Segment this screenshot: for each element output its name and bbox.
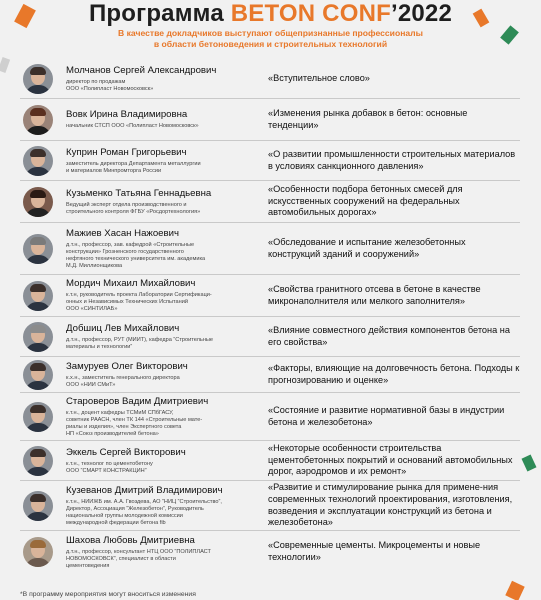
speaker-topic: «Состояние и развитие нормативной базы в индустрии бетона и железобетона» <box>268 404 505 427</box>
speaker-row <box>20 441 520 481</box>
speaker-role: к.т.н., доцент кафедры ТСМиМ СПбГАСУ, советник РААСН, член ТК 144 «Строительные мате- риалы и изделия», член Экспертного совета НП «Союз производителей бетона» <box>66 409 203 437</box>
speaker-role: к.х.н., заместитель генерального директора ООО «НИИ СМиТ» <box>66 374 180 388</box>
speaker-role: д.т.н., профессор, РУТ (МИИТ), кафедра “Строительные материалы и технологии” <box>66 336 214 350</box>
decor-shape-orange <box>505 581 524 600</box>
speaker-row <box>20 99 520 141</box>
speaker-info <box>66 228 268 270</box>
speaker-row <box>20 481 520 531</box>
speaker-avatar <box>23 146 53 176</box>
speaker-name: Куприн Роман Григорьевич <box>66 146 187 158</box>
speaker-avatar <box>23 322 53 352</box>
speaker-topic: «Изменения рынка добавок в бетон: основные тенденции» <box>268 107 468 130</box>
speaker-row <box>20 275 520 317</box>
footnote: *В программу мероприятия могут вноситься изменения <box>20 591 196 598</box>
speaker-avatar <box>23 360 53 390</box>
speaker-name: Вовк Ирина Владимировна <box>66 109 188 120</box>
speaker-role: директор по продажам ООО «Полипласт Новомосковск» <box>66 78 154 92</box>
speaker-avatar <box>23 491 53 521</box>
speaker-role: к.т.н, руководитель проекта Лаборатории Сертификаци- онных и Независимых Технических Испытаний ООО «СИНТИЛАБ» <box>66 292 212 312</box>
speaker-row <box>20 141 520 181</box>
speaker-role: заместитель директора Департамента металлургии и материалов Минпромторга России <box>66 160 201 174</box>
speaker-avatar <box>23 105 53 135</box>
page-header <box>0 0 541 50</box>
subtitle-line: В качестве докладчиков выступают общепризнанные профессионалы <box>118 28 423 38</box>
speaker-avatar <box>23 187 53 217</box>
speaker-row <box>20 181 520 223</box>
subtitle-line: в области бетоноведения и строительных технологий <box>153 39 388 49</box>
speaker-avatar <box>23 234 53 264</box>
speaker-topic: «Вступительное слово» <box>268 72 370 83</box>
speaker-role: д.т.н., профессор, консультант НТЦ ООО “ПОЛИПЛАСТ НОВОМОСКОВСК”, специалист в области цементоведения <box>66 548 211 569</box>
decor-shape-gray <box>0 57 10 73</box>
speaker-avatar <box>23 537 53 567</box>
title-main: Программа <box>88 0 231 27</box>
speaker-topic: «Развитие и стимулирование рынка для примене-ния современных технологий проектирования, изготовления, возведения и эксплуатации конструкций из бетона и железобетона» <box>268 482 513 528</box>
speaker-info <box>66 396 268 438</box>
speaker-row <box>20 223 520 275</box>
speaker-info <box>66 147 268 175</box>
speaker-topic: «Факторы, влияющие на долговечность бетона. Подходы к прогнозированию и оценке» <box>268 362 520 385</box>
speaker-avatar <box>23 64 53 94</box>
speaker-name: Замуруев Олег Викторович <box>66 360 188 372</box>
speaker-info <box>66 485 268 527</box>
speaker-avatar <box>23 281 53 311</box>
speaker-topic: «Особенности подбора бетонных смесей для искусственных сооружений на федеральных автомобильных дорогах» <box>268 184 463 218</box>
speaker-name: Кузеванов Дмитрий Владимирович <box>66 484 223 496</box>
speaker-list <box>20 59 520 573</box>
speaker-role: к.т.н., НИИЖБ им. А.А. Гвоздева, АО “НИЦ “Строительство”, Директор, Ассоциация “Железобетон”, Руководитель национальной группы молодежной комиссии международной федерации бетона fib <box>66 498 222 526</box>
speaker-info <box>66 188 268 216</box>
speaker-topic: «Влияние совместного действия компонентов бетона на его свойства» <box>268 324 510 347</box>
speaker-info <box>66 447 268 475</box>
speaker-name: Мордич Михаил Михайлович <box>66 278 196 289</box>
title-accent: BETON CONF <box>230 0 391 27</box>
speaker-row <box>20 393 520 441</box>
speaker-avatar <box>23 446 53 476</box>
speaker-role: д.т.н., профессор, зав. кафедрой «Строительные конструкции» Грозненского государственного нефтяного технического университета им. академика М.Д. Миллионщикова <box>66 241 206 269</box>
speaker-info <box>66 278 268 313</box>
speaker-info <box>66 323 268 351</box>
speaker-topic: «Свойства гранитного отсева в бетоне в качестве микронаполнителя или мелкого заполнителя» <box>268 283 481 306</box>
speaker-role: Ведущий эксперт отдела производственного и строительного контроля ФГБУ «Росдортехнология» <box>66 201 201 215</box>
page-title <box>0 0 541 27</box>
speaker-row <box>20 357 520 393</box>
speaker-info <box>66 65 268 93</box>
speaker-info <box>66 535 268 570</box>
decor-shape-green <box>522 455 537 472</box>
speaker-name: Староверов Вадим Дмитриевич <box>66 395 209 407</box>
speaker-name: Шахова Любовь Дмитриевна <box>66 534 195 546</box>
speaker-name: Кузьменко Татьяна Геннадьевна <box>66 187 212 199</box>
speaker-topic: «Современные цементы. Микроцементы и новые технологии» <box>268 540 481 562</box>
speaker-row <box>20 59 520 99</box>
speaker-topic: «Некоторые особенности строительства цементобетонных покрытий и оснований автомобильных дорог, аэродромов и их ремонт» <box>268 443 513 477</box>
speaker-topic: «О развитии промышленности строительных материалов в условиях санкционного давления» <box>268 148 516 171</box>
speaker-name: Эккель Сергей Викторович <box>66 446 186 458</box>
speaker-avatar <box>23 402 53 432</box>
speaker-role: начальник СТСП ООО «Полипласт Новомосковск» <box>66 123 199 129</box>
speaker-row <box>20 531 520 573</box>
title-year: ’2022 <box>390 0 453 27</box>
speaker-name: Молчанов Сергей Александрович <box>66 64 217 76</box>
speaker-name: Мажиев Хасан Нажоевич <box>66 227 179 239</box>
speaker-info <box>66 109 268 130</box>
speaker-role: к.т.н., технолог по цементобетону ООО “СМАРТ КОНСТРАКЦИН” <box>66 460 153 474</box>
speaker-row <box>20 317 520 357</box>
page-subtitle <box>0 28 541 50</box>
speaker-info <box>66 361 268 389</box>
speaker-name: Добшиц Лев Михайлович <box>66 322 180 334</box>
speaker-topic: «Обследование и испытание железобетонных конструкций зданий и сооружений» <box>268 236 466 259</box>
